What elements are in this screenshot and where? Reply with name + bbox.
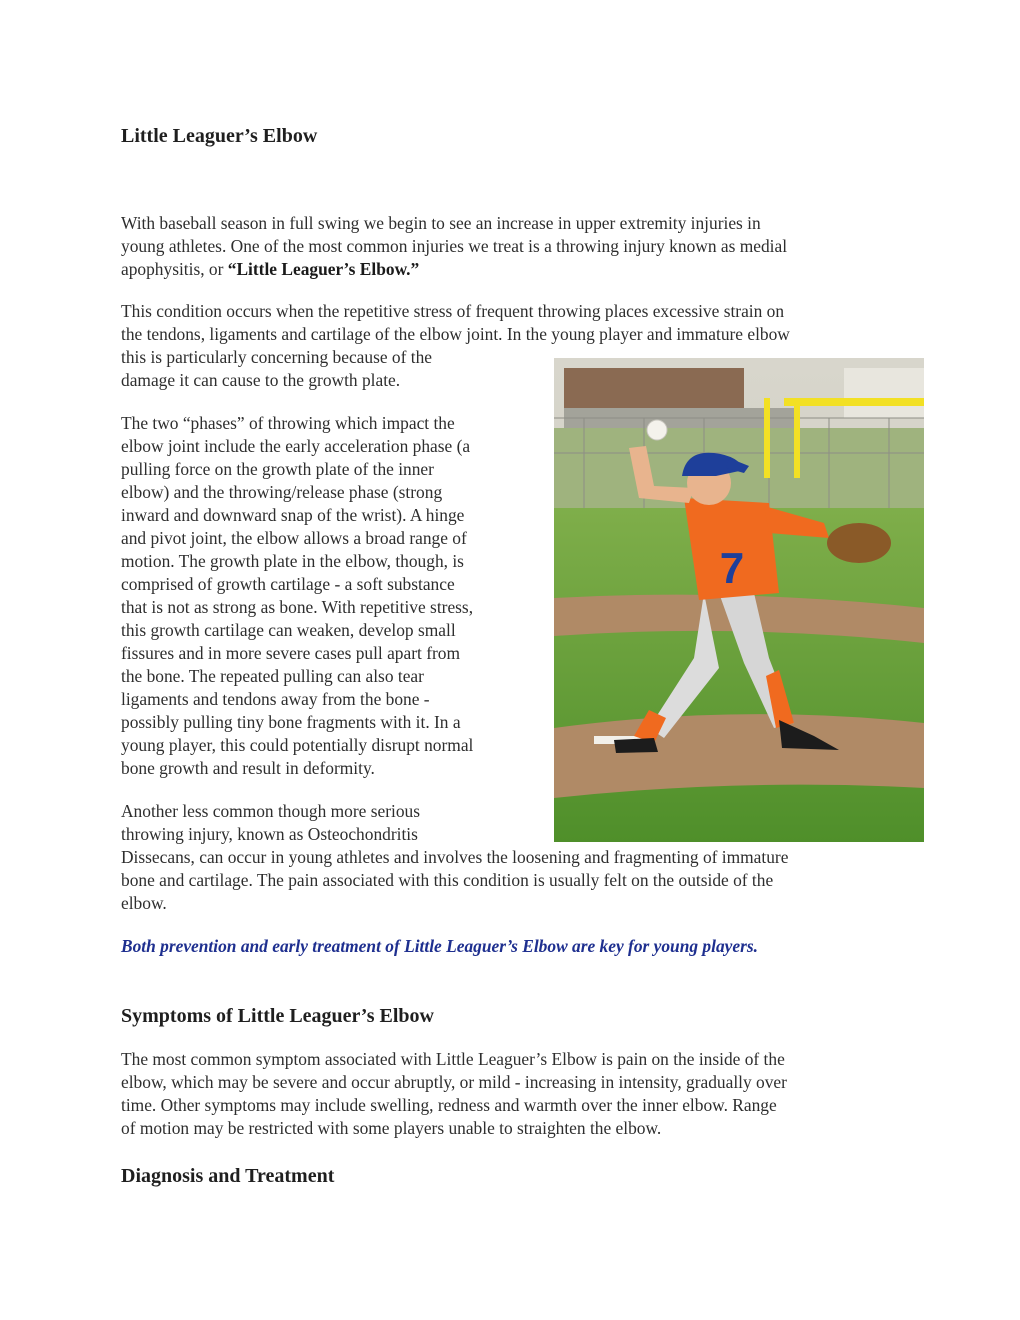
text-line: Another less common though more serious bbox=[121, 801, 420, 821]
baseball-icon bbox=[647, 420, 667, 440]
text-line: elbow. bbox=[121, 893, 167, 913]
text-line: of motion may be restricted with some players unable to straighten the elbow. bbox=[121, 1118, 662, 1138]
yellow-fence-post bbox=[794, 398, 800, 478]
key-message-callout: Both prevention and early treatment of Little Leaguer’s Elbow are key for young players. bbox=[121, 936, 758, 956]
text-line: bone and cartilage. The pain associated with this condition is usually felt on the outside of the bbox=[121, 870, 774, 890]
diagnosis-heading: Diagnosis and Treatment bbox=[121, 1165, 335, 1187]
text-line: damage it can cause to the growth plate. bbox=[121, 370, 401, 390]
text-line: throwing injury, known as Osteochondritis bbox=[121, 824, 418, 844]
pitchers-mound bbox=[554, 714, 924, 798]
text-line: time. Other symptoms may include swelling, redness and warmth over the inner elbow. Range bbox=[121, 1095, 777, 1115]
text-line bbox=[121, 258, 901, 281]
text-line: and pivot joint, the elbow allows a broad range of bbox=[121, 528, 467, 548]
text-line: Dissecans, can occur in young athletes and involves the loosening and fragmenting of immature bbox=[121, 847, 789, 867]
text-line: fissures and in more severe cases pull apart from bbox=[121, 643, 460, 663]
yellow-fence-post bbox=[764, 398, 770, 478]
text-line: pulling force on the growth plate of the inner bbox=[121, 459, 434, 479]
symptoms-heading: Symptoms of Little Leaguer’s Elbow bbox=[121, 1005, 434, 1027]
building-base bbox=[564, 408, 794, 430]
jersey-number: 7 bbox=[719, 544, 745, 593]
text-line: this is particularly concerning because of the bbox=[121, 347, 432, 367]
building-icon bbox=[564, 368, 744, 408]
text-line: ligaments and tendons away from the bone - bbox=[121, 689, 430, 709]
text-line: The most common symptom associated with Little Leaguer’s Elbow is pain on the inside of the bbox=[121, 1049, 785, 1069]
text-line: With baseball season in full swing we begin to see an increase in upper extremity injuries in bbox=[121, 213, 761, 233]
text-line: elbow) and the throwing/release phase (strong bbox=[121, 482, 443, 502]
pitcher-photo bbox=[554, 358, 924, 842]
yellow-fence-rail bbox=[784, 398, 924, 406]
page-title: Little Leaguer’s Elbow bbox=[121, 125, 318, 147]
text-line: young player, this could potentially disrupt normal bbox=[121, 735, 474, 755]
symptoms-paragraph bbox=[121, 1048, 901, 1140]
text-fragment: apophysitis, or bbox=[121, 259, 228, 279]
text-line: young athletes. One of the most common injuries we treat is a throwing injury known as medial bbox=[121, 236, 788, 256]
bold-term: “Little Leaguer’s Elbow.” bbox=[227, 259, 420, 279]
text-line: the tendons, ligaments and cartilage of the elbow joint. In the young player and immature elbow bbox=[121, 324, 790, 344]
left-cleat-icon bbox=[614, 738, 658, 753]
text-line: possibly pulling tiny bone fragments with it. In a bbox=[121, 712, 461, 732]
text-line: elbow, which may be severe and occur abruptly, or mild - increasing in intensity, gradually over bbox=[121, 1072, 787, 1092]
text-line: that is not as strong as bone. With repetitive stress, bbox=[121, 597, 474, 617]
text-line: This condition occurs when the repetitive stress of frequent throwing places excessive strain on bbox=[121, 301, 785, 321]
text-line: the bone. The repeated pulling can also tear bbox=[121, 666, 424, 686]
text-line: motion. The growth plate in the elbow, though, is bbox=[121, 551, 464, 571]
baseball-glove-icon bbox=[827, 523, 891, 563]
text-line: comprised of growth cartilage - a soft substance bbox=[121, 574, 455, 594]
text-line: bone growth and result in deformity. bbox=[121, 758, 375, 778]
pitcher-illustration bbox=[554, 358, 924, 842]
text-line: this growth cartilage can weaken, develop small bbox=[121, 620, 456, 640]
text-line: elbow joint include the early acceleration phase (a bbox=[121, 436, 471, 456]
intro-paragraph bbox=[121, 212, 901, 281]
text-line: The two “phases” of throwing which impact the bbox=[121, 413, 455, 433]
house-icon bbox=[844, 368, 924, 418]
text-line: inward and downward snap of the wrist). A hinge bbox=[121, 505, 465, 525]
